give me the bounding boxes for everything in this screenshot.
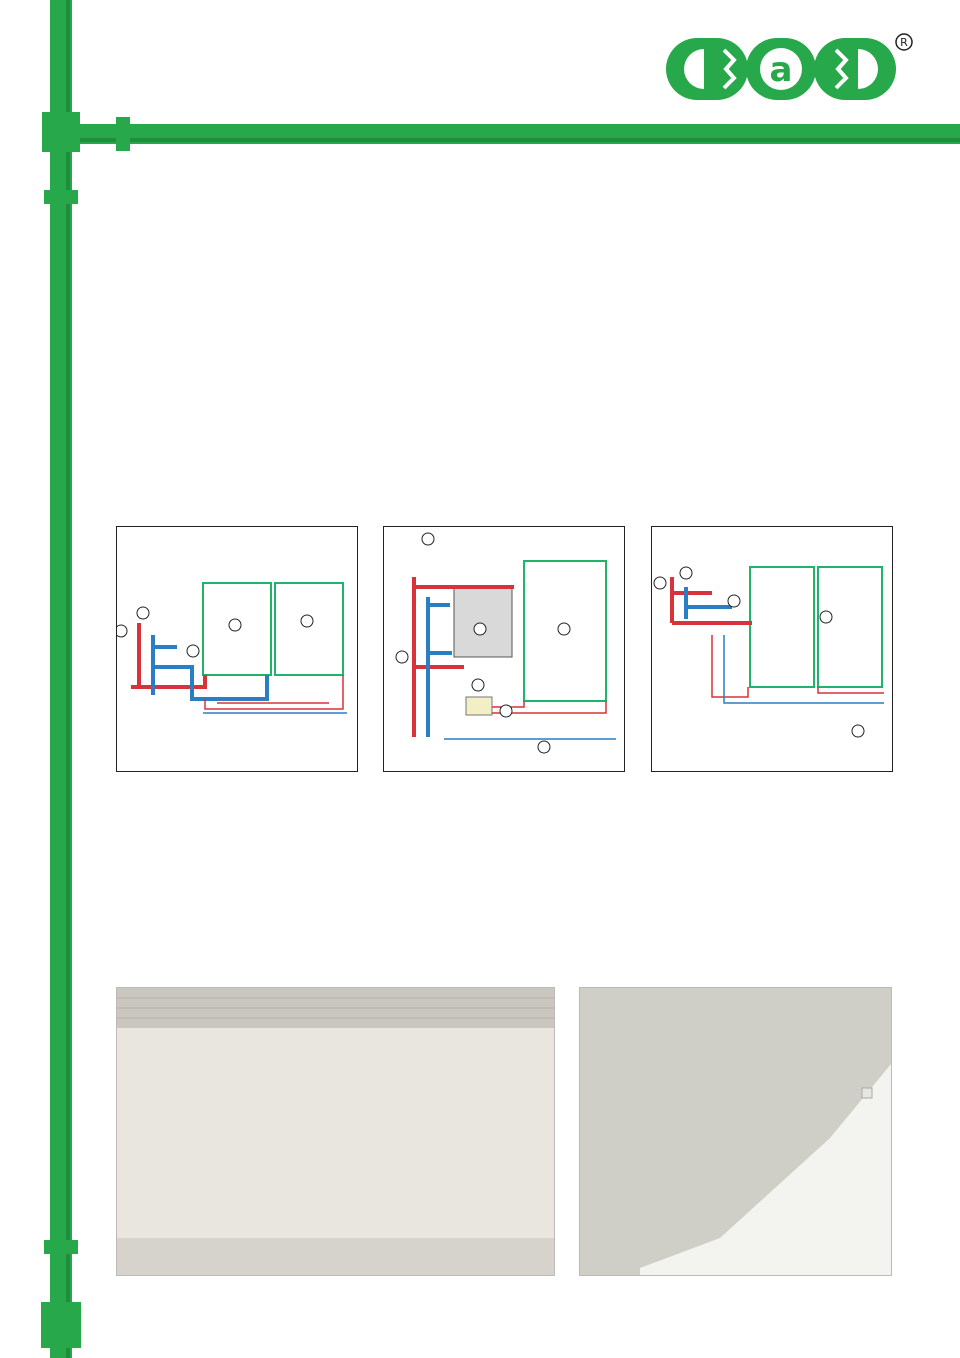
diagram-series <box>651 526 893 772</box>
photo-installed-wall-registers <box>116 987 555 1276</box>
pipe-tee-fitting <box>42 112 80 152</box>
diagram-rtl <box>383 526 625 772</box>
svg-text:R: R <box>900 36 908 49</box>
control-module <box>466 697 492 715</box>
pipe-coupling <box>116 117 130 151</box>
diagram-parallel <box>116 526 358 772</box>
wall-register-5 <box>275 583 343 675</box>
page-number-box <box>41 1302 81 1348</box>
radiator <box>454 587 512 657</box>
svg-text:a: a <box>769 50 793 90</box>
wall-register-4a <box>750 567 814 687</box>
photo-wall-register-with-plaster <box>579 987 892 1276</box>
pipe-coupling <box>44 1240 78 1254</box>
pipe-coupling <box>44 190 78 204</box>
wall-register-4b <box>818 567 882 687</box>
aquatherm-logo <box>664 30 914 110</box>
decorative-pipe-shade-horizontal <box>60 138 960 142</box>
